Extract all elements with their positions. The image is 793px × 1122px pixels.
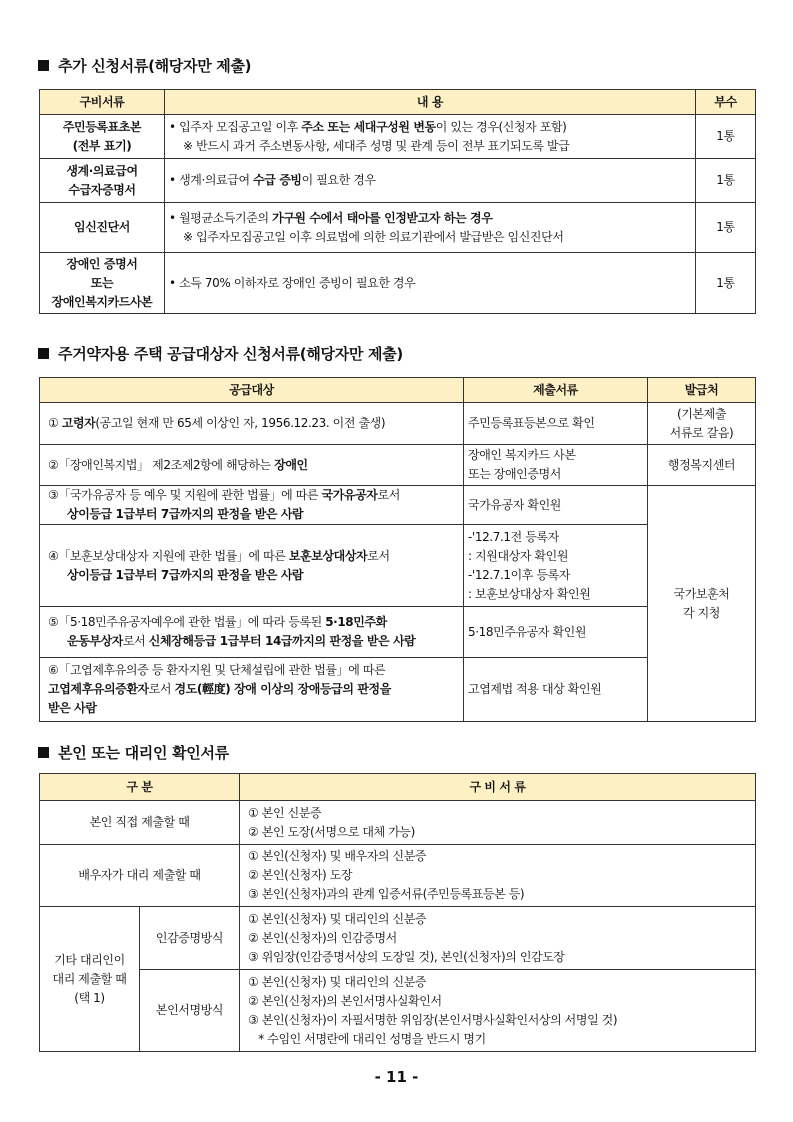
content-cell [165, 253, 696, 314]
section2-header-row [40, 378, 756, 403]
doc-cell [40, 159, 165, 203]
target-line: 상이등급 1급부터 7급까지의 판정을 받은 사람 [67, 507, 304, 521]
count-cell: 1통 [696, 159, 756, 203]
target-line: 상이등급 1급부터 7급까지의 판정을 받은 사람 [67, 567, 304, 582]
table-row [40, 801, 756, 845]
header-category: 구 분 [40, 774, 240, 801]
document-line: 주민등록표등본으로 확인 [468, 416, 595, 430]
required-doc-line: ③ 본인(신청자)과의 관계 입증서류(주민등록표등본 등) [248, 887, 525, 901]
target-cell [40, 525, 464, 607]
section3-title-text: 본인 또는 대리인 확인서류 [58, 744, 229, 762]
required-doc-line: ② 본인(신청자) 도장 [248, 868, 353, 882]
target-line: ⑥「고엽제후유의증 등 환자지원 및 단체설립에 관한 법률」에 따른 [48, 663, 386, 677]
bullet-square-icon [38, 60, 49, 71]
content-line: • 생계·의료급여 수급 증빙이 필요한 경우 [169, 173, 376, 187]
content-note: ※ 입주자모집공고일 이후 의료법에 의한 의료기관에서 발급받은 임신진단서 [183, 229, 564, 244]
header-documents: 제출서류 [464, 378, 648, 403]
section3-title [38, 742, 229, 763]
other-proxy-cell [40, 907, 140, 1052]
page-number: - 11 - [374, 1068, 419, 1086]
content-cell [165, 115, 696, 159]
table-row [40, 445, 756, 486]
issuer-line: 각 지청 [683, 605, 720, 620]
section1-table [39, 89, 756, 314]
target-line: 운동부상자로서 신체장해등급 1급부터 14급까지의 판정을 받은 사람 [67, 634, 416, 648]
target-cell [40, 403, 464, 445]
other-proxy-line: 대리 제출할 때 [52, 971, 127, 986]
section1-title [38, 55, 251, 76]
doc-line: (전부 표기) [72, 138, 132, 153]
doc-cell [40, 115, 165, 159]
target-line: ① 고령자(공고일 현재 만 65세 이상인 자, 1956.12.23. 이전 출생) [48, 416, 386, 430]
issuer-cell [648, 403, 756, 445]
category-cell: 배우자가 대리 제출할 때 [40, 845, 240, 907]
document-line: -'12.7.1전 등록자 [468, 529, 559, 544]
target-line: ⑤「5·18민주유공자예우에 관한 법률」에 따라 등록된 5·18민주화 [48, 615, 387, 629]
documents-cell [464, 658, 648, 722]
table-row [40, 203, 756, 253]
doc-line: 또는 [90, 275, 114, 290]
required-docs-cell [240, 845, 756, 907]
content-cell [165, 159, 696, 203]
content-note: ※ 반드시 과거 주소변동사항, 세대주 성명 및 관계 등이 전부 표기되도록 발급 [183, 138, 570, 153]
issuer-line: 행정복지센터 [667, 457, 736, 472]
documents-cell [464, 525, 648, 607]
header-doc: 구비서류 [40, 90, 165, 115]
target-line: 고엽제후유의증환자로서 경도(輕度) 장애 이상의 장애등급의 판정을 [48, 682, 391, 696]
table-row [40, 403, 756, 445]
target-line: ④「보훈보상대상자 지원에 관한 법률」에 따른 보훈보상대상자로서 [48, 548, 390, 563]
method-cell: 인감증명방식 [140, 907, 240, 970]
header-target: 공급대상 [40, 378, 464, 403]
section2-title [38, 343, 403, 364]
count-cell: 1통 [696, 115, 756, 159]
section1-title-text: 추가 신청서류(해당자만 제출) [58, 57, 252, 75]
required-docs-cell [240, 907, 756, 970]
required-doc-line: ② 본인(신청자)의 본인서명사실확인서 [248, 993, 442, 1008]
table-row [40, 115, 756, 159]
count-cell: 1통 [696, 253, 756, 314]
table-row [40, 907, 756, 970]
target-line: ③「국가유공자 등 예우 및 지원에 관한 법률」에 따른 국가유공자로서 [48, 488, 400, 502]
method-cell: 본인서명방식 [140, 970, 240, 1052]
table-row [40, 486, 756, 525]
issuer-cell [648, 445, 756, 486]
section3-table [39, 773, 756, 1052]
issuer-line: 서류로 갈음) [669, 425, 734, 440]
target-line: ②「장애인복지법」 제2조제2항에 해당하는 장애인 [48, 457, 308, 472]
doc-cell [40, 203, 165, 253]
category-cell: 본인 직접 제출할 때 [40, 801, 240, 845]
section2-title-text: 주거약자용 주택 공급대상자 신청서류(해당자만 제출) [58, 345, 403, 363]
other-proxy-line: (택 1) [74, 990, 105, 1005]
required-doc-note: * 수임인 서명란에 대리인 성명을 반드시 명기 [248, 1031, 486, 1046]
section3-header-row [40, 774, 756, 801]
content-line: • 소득 70% 이하자로 장애인 증빙이 필요한 경우 [169, 275, 416, 290]
header-count: 부수 [696, 90, 756, 115]
required-docs-cell [240, 970, 756, 1052]
document-line: 국가유공자 확인원 [468, 497, 561, 512]
required-doc-line: ② 본인(신청자)의 인감증명서 [248, 930, 397, 945]
table-row [40, 159, 756, 203]
documents-cell [464, 445, 648, 486]
content-line: • 월평균소득기준의 가구원 수에서 태아를 인정받고자 하는 경우 [169, 210, 493, 225]
document-line: : 보훈보상대상자 확인원 [468, 586, 591, 601]
required-doc-line: ① 본인(신청자) 및 대리인의 신분증 [248, 974, 427, 989]
doc-line: 주민등록표초본 [62, 119, 142, 134]
document-line: 5·18민주유공자 확인원 [468, 624, 587, 639]
documents-cell [464, 403, 648, 445]
document-line: 고엽제법 적용 대상 확인원 [468, 682, 602, 696]
document-line: 또는 장애인증명서 [468, 467, 561, 481]
doc-cell [40, 253, 165, 314]
content-line: • 입주자 모집공고일 이후 주소 또는 세대구성원 변동이 있는 경우(신청자 포함) [169, 119, 567, 134]
issuer-line: 국가보훈처 [673, 586, 730, 601]
required-doc-line: ① 본인 신분증 [248, 805, 322, 820]
count-cell: 1통 [696, 203, 756, 253]
issuer-cell-shared [648, 486, 756, 722]
required-doc-line: ③ 본인(신청자)이 자필서명한 위임장(본인서명사실확인서상의 서명일 것) [248, 1012, 618, 1027]
documents-cell [464, 486, 648, 525]
section1-header-row [40, 90, 756, 115]
required-doc-line: ② 본인 도장(서명으로 대체 가능) [248, 824, 415, 839]
required-doc-line: ① 본인(신청자) 및 대리인의 신분증 [248, 911, 427, 926]
section2-table [39, 377, 756, 722]
required-doc-line: ③ 위임장(인감증명서상의 도장일 것), 본인(신청자)의 인감도장 [248, 949, 565, 964]
header-required-docs: 구 비 서 류 [240, 774, 756, 801]
target-line: 받은 사람 [48, 701, 97, 715]
target-cell [40, 486, 464, 525]
required-doc-line: ① 본인(신청자) 및 배우자의 신분증 [248, 849, 427, 863]
doc-line: 장애인 증명서 [66, 256, 138, 271]
doc-line: 임신진단서 [74, 220, 130, 234]
document-line: : 지원대상자 확인원 [468, 548, 569, 563]
documents-cell [464, 607, 648, 658]
document-line: 장애인 복지카드 사본 [468, 448, 576, 462]
target-cell [40, 445, 464, 486]
doc-line: 수급자증명서 [68, 182, 136, 197]
other-proxy-line: 기타 대리인이 [54, 952, 125, 967]
table-row [40, 845, 756, 907]
table-row [40, 253, 756, 314]
doc-line: 장애인복지카드사본 [51, 294, 153, 309]
bullet-square-icon [38, 348, 49, 359]
document-line: -'12.7.1이후 등록자 [468, 567, 570, 582]
header-issuer: 발급처 [648, 378, 756, 403]
header-content: 내 용 [165, 90, 696, 115]
bullet-square-icon [38, 747, 49, 758]
content-cell [165, 203, 696, 253]
target-cell [40, 607, 464, 658]
issuer-line: (기본제출 [676, 406, 727, 421]
required-docs-cell [240, 801, 756, 845]
doc-line: 생계·의료급여 [66, 163, 138, 178]
target-cell [40, 658, 464, 722]
table-row [40, 970, 756, 1052]
